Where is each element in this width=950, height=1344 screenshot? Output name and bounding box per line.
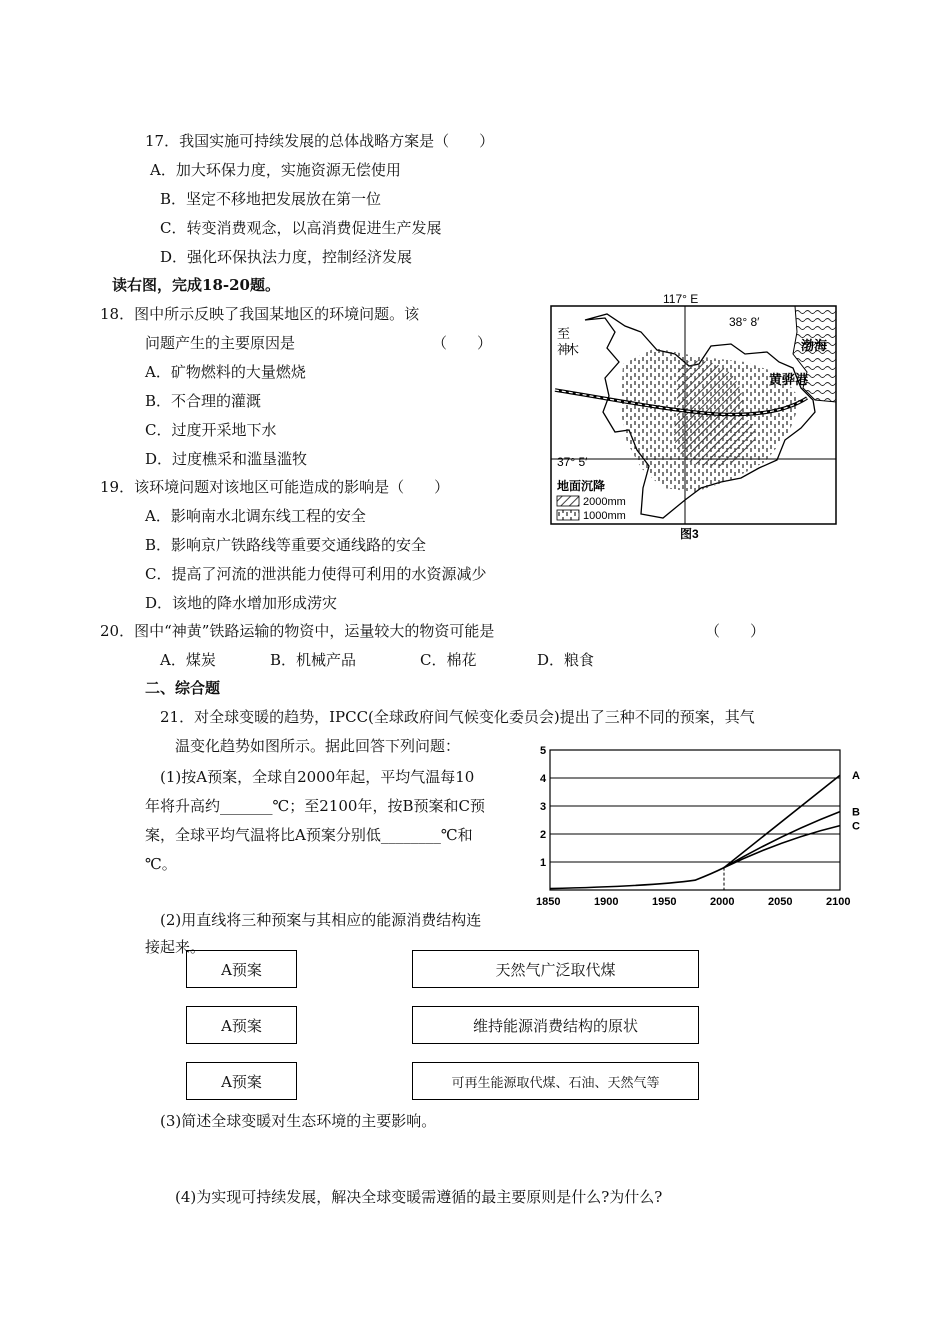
q19-stem: 19．该环境问题对该地区可能造成的影响是（ ） (100, 478, 450, 496)
x-tick-label-1850: 1850 (536, 896, 561, 908)
energy-box-3-label: 可再生能源取代煤、石油、天然气等 (451, 1075, 660, 1091)
q21-intro-line1: 21．对全球变暖的趋势，IPCC(全球政府间气候变化委员会)提出了三种不同的预案，其气 (160, 708, 755, 726)
port-label: 黄骅港 (769, 372, 809, 387)
x-tick-label-1900: 1900 (594, 896, 619, 908)
q19-option-b: B．影响京广铁路线等重要交通线路的安全 (145, 536, 427, 554)
legend-title: 地面沉降 (557, 479, 606, 493)
y-tick-label-5: 5 (540, 745, 547, 757)
plan-box-3[interactable] (186, 1062, 297, 1100)
series-label-C: C (852, 820, 860, 833)
q21-part1-line2: 年将升高约_______℃；至2100年，按B预案和C预 (145, 797, 485, 815)
q17-stem: 17．我国实施可持续发展的总体战略方案是（ ） (145, 132, 495, 150)
q18-paren: （ ） (432, 334, 493, 352)
q17-option-b: B．坚定不移地把发展放在第一位 (160, 190, 382, 208)
q19-option-a: A．影响南水北调东线工程的安全 (145, 507, 366, 525)
section-2-heading: 二、综合题 (145, 679, 221, 697)
energy-box-2-label: 维持能源消费结构的原状 (472, 1016, 638, 1035)
q18-option-c: C．过度开采地下水 (145, 421, 277, 439)
q20-stem: 20．图中“神黄”铁路运输的物资中，运量较大的物资可能是 (100, 622, 495, 640)
q21-part1-line1: (1)按A预案，全球自2000年起，平均气温每10 (160, 768, 475, 786)
legend-1000mm-label: 1000mm (583, 510, 626, 522)
q21-part1-line3: 案，全球平均气温将比A预案分别低________℃和 (145, 826, 473, 844)
plan-box-1-label: A预案 (221, 960, 262, 979)
y-tick-label-4: 4 (540, 773, 547, 785)
q21-part3: (3)简述全球变暖对生态环境的主要影响。 (160, 1112, 437, 1130)
q20-paren: （ ） (705, 622, 766, 640)
energy-box-3[interactable] (412, 1062, 699, 1100)
q17-option-d: D．强化环保执法力度，控制经济发展 (160, 248, 413, 266)
q21-intro-line2: 温变化趋势如图所示。据此回答下列问题： (175, 737, 461, 755)
x-tick-label-1950: 1950 (652, 896, 677, 908)
series-label-A: A (852, 770, 860, 783)
q20-option-b: B．机械产品 (270, 651, 357, 669)
plan-box-2[interactable] (186, 1006, 297, 1044)
q20-option-a: A．煤炭 (160, 651, 216, 669)
energy-box-2[interactable] (412, 1006, 699, 1044)
q21-part2-line2: 接起来。 (145, 938, 206, 956)
q18-stem-line1: 18．图中所示反映了我国某地区的环境问题。该 (100, 305, 420, 323)
lat-north-label: 38° 8′ (729, 315, 760, 329)
q20-option-d: D．粮食 (537, 651, 595, 669)
subsidence-map (545, 292, 845, 552)
temperature-chart (530, 742, 870, 912)
q19-option-c: C．提高了河流的泄洪能力使得可利用的水资源减少 (145, 565, 487, 583)
q17-option-c: C．转变消费观念，以高消费促进生产发展 (160, 219, 442, 237)
x-tick-label-2000: 2000 (710, 896, 735, 908)
place-shenmu-label: 神木 (557, 342, 579, 357)
x-tick-label-2050: 2050 (768, 896, 793, 908)
q21-part1-line4: ℃。 (145, 855, 177, 873)
series-line-A (550, 775, 840, 888)
y-tick-label-1: 1 (540, 857, 547, 869)
longitude-label: 117° E (663, 292, 699, 306)
place-to-label: 至 (557, 326, 571, 341)
series-label-B: B (852, 806, 860, 819)
plot-frame (550, 750, 840, 890)
x-tick-label-2100: 2100 (826, 896, 851, 908)
y-tick-label-3: 3 (540, 801, 547, 813)
q21-part2-line1: (2)用直线将三种预案与其相应的能源消费结构连 (160, 911, 482, 929)
plan-box-1[interactable] (186, 950, 297, 988)
energy-box-1-label: 天然气广泛取代煤 (495, 960, 616, 979)
plan-box-2-label: A预案 (221, 1016, 262, 1035)
legend-2000mm-swatch (557, 496, 579, 506)
legend-1000mm-swatch (557, 510, 579, 520)
plan-box-3-label: A预案 (221, 1072, 262, 1091)
q17-option-a: A．加大环保力度，实施资源无偿使用 (150, 161, 401, 179)
q18-stem-line2: 问题产生的主要原因是 (145, 334, 296, 352)
series-line-C (724, 826, 840, 868)
q18-option-a: A．矿物燃料的大量燃烧 (145, 363, 306, 381)
q18-option-d: D．过度樵采和滥垦滥牧 (145, 450, 308, 468)
legend-2000mm-label: 2000mm (583, 496, 626, 508)
q21-part4: (4)为实现可持续发展，解决全球变暖需遵循的最主要原则是什么?为什么? (175, 1188, 663, 1206)
read-map-instruction: 读右图，完成18-20题。 (112, 276, 280, 294)
y-tick-label-2: 2 (540, 829, 547, 841)
map-caption: 图3 (680, 527, 699, 541)
energy-box-1[interactable] (412, 950, 699, 988)
lat-south-label: 37° 5′ (557, 455, 588, 469)
q20-option-c: C．棉花 (420, 651, 477, 669)
q18-option-b: B．不合理的灌溉 (145, 392, 262, 410)
sea-label: 渤海 (801, 338, 828, 353)
q19-option-d: D．该地的降水增加形成涝灾 (145, 594, 338, 612)
